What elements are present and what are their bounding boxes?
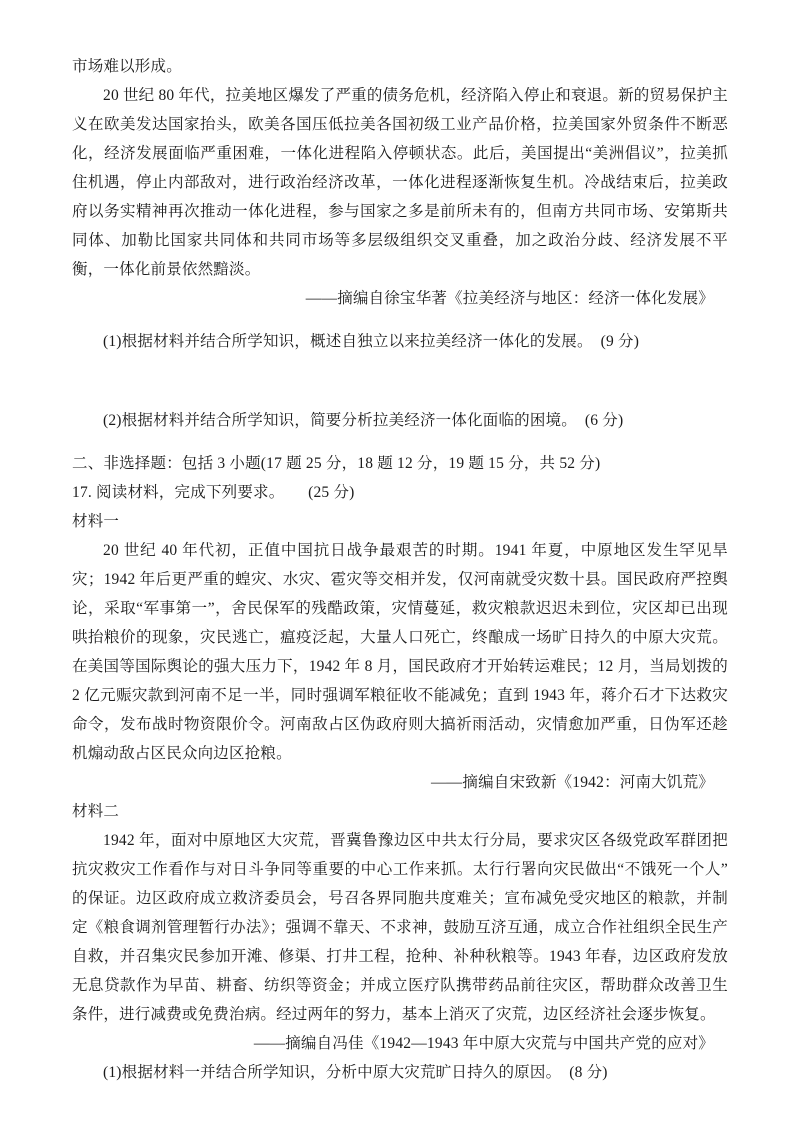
source-attribution: ——摘编自徐宝华著《拉美经济与地区：经济一体化发展》 — [305, 290, 714, 307]
spacer — [72, 313, 728, 327]
material-label: 材料一 — [72, 513, 120, 530]
material-paragraph: 20 世纪 80 年代，拉美地区爆发了严重的债务危机，经济陷入停止和衰退。新的贸易保护主义在欧美发达国家抬头，欧美各国压低拉美各国初级工业产品价格，拉美国家外贸条件不断恶化，经济发展面临严重困难，一体化进程陷入停顿状态。此后，美国提出“美洲倡议”，拉美抓住机遇，停止内部敌对，进行政治经济改革，一体化进程逐渐恢复生机。冷战结束后，拉美政府以务实精神再次推动一体化进程，参与国家之多是前所未有的，但南方共同市场、安第斯共同体、加勒比国家共同体和共同市场等多层级组织交叉重叠，加之政治分歧、经济发展不平衡，一体化前景依然黯淡。 — [72, 87, 728, 278]
spacer — [72, 356, 728, 406]
sub-question: (2)根据材料并结合所学知识，简要分析拉美经济一体化面临的困境。 (6 分) — [103, 412, 624, 429]
material-paragraph: 1942 年，面对中原地区大灾荒，晋冀鲁豫边区中共太行分局，要求灾区各级党政军群团把抗灾救灾工作看作与对日斗争同等重要的中心工作来抓。太行行署向灾民做出“不饿死一个人”的保证。边区政府成立救济委员会，号召各界同胞共度难关；宣布减免受灾地区的粮款，并制定《粮食调剂管理暂行办法》；强调不靠天、不求神，鼓励互济互通，成立合作社组织全民生产自救，并召集灾民参加开滩、修渠、打井工程，抢种、补种秋粮等。1943 年春，边区政府发放无息贷款作为早苗、耕畜、纺织等资金；并成立医疗队携带药品前往灾区，帮助群众改善卫生条件，进行减费或免费治病。经过两年的努力，基本上消灭了灾荒，边区经济社会逐步恢复。 — [72, 832, 728, 1023]
source-attribution: ——摘编自冯佳《1942—1943 年中原大灾荒与中国共产党的应对》 — [253, 1035, 714, 1052]
material-paragraph: 20 世纪 40 年代初，正值中国抗日战争最艰苦的时期。1941 年夏，中原地区发生罕见旱灾；1942 年后更严重的蝗灾、水灾、雹灾等交相并发，仅河南就受灾数十县。国民政府严控舆论，采取“军事第一”，舍民保军的残酷政策，灾情蔓延，救灾粮款迟迟未到位，灾区却已出现哄抬粮价的现象，灾民逃亡，瘟疫泛起，大量人口死亡，终酿成一场旷日持久的中原大灾荒。在美国等国际舆论的强大压力下，1942 年 8 月，国民政府才开始转运难民；12 月，当局划拨的 2 亿元赈灾款到河南不足一半，同时强调军粮征收不能减免；直到 1943 年，蒋介石才下达救灾命令，发布战时物资限价令。河南敌占区伪政府则大搞祈雨活动，灾情愈加严重，日伪军还趁机煽动敌占区民众向边区抢粮。 — [72, 542, 728, 762]
sub-question: (1)根据材料并结合所学知识，概述自独立以来拉美经济一体化的发展。 (9 分) — [103, 333, 640, 350]
question-heading: 17. 阅读材料，完成下列要求。 (25 分) — [72, 484, 355, 501]
paragraph-continuation: 市场难以形成。 — [72, 58, 182, 75]
source-attribution: ——摘编自宋致新《1942：河南大饥荒》 — [430, 774, 714, 791]
material-label: 材料二 — [72, 803, 120, 820]
section-heading: 二、非选择题：包括 3 小题(17 题 25 分，18 题 12 分，19 题 15 分，共 52 分) — [72, 455, 601, 472]
document-content — [72, 52, 728, 1087]
sub-question: (1)根据材料一并结合所学知识，分析中原大灾荒旷日持久的原因。 (8 分) — [103, 1064, 608, 1081]
spacer — [72, 435, 728, 449]
